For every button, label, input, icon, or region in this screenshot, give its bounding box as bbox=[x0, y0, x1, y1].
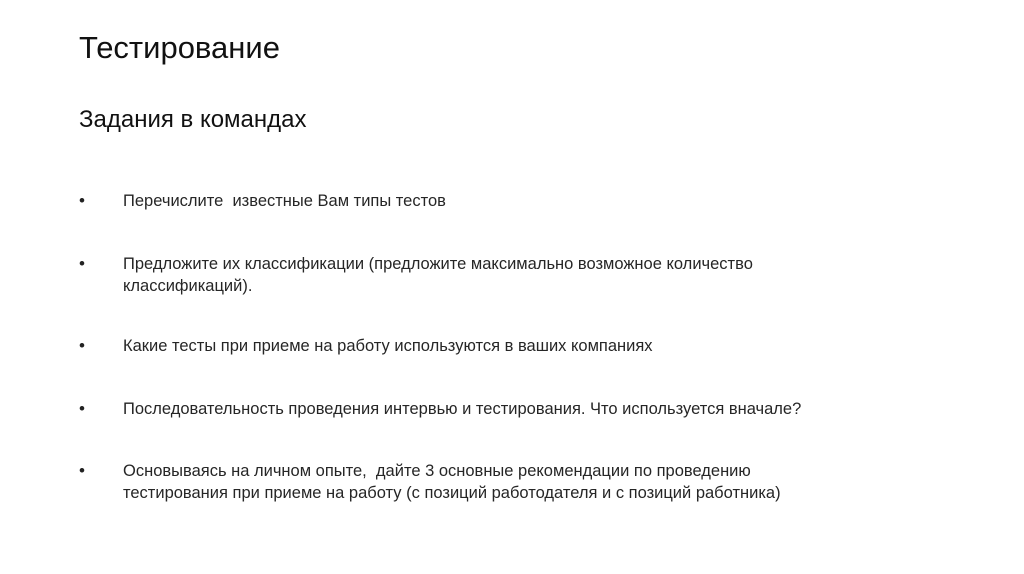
bullet-text: Последовательность проведения интервью и тестирования. Что используется вначале? bbox=[123, 400, 802, 418]
bullet-dot: • bbox=[79, 191, 85, 210]
slide-title: Тестирование bbox=[79, 30, 280, 65]
bullet-dot: • bbox=[79, 399, 85, 418]
bullet-text: Основываясь на личном опыте, дайте 3 основные рекомендации по проведению тестирования при приеме на работу (с позиций работодателя и с позиций работника) bbox=[123, 462, 781, 502]
bullet-text: Перечислите известные Вам типы тестов bbox=[123, 192, 446, 210]
slide-subtitle: Задания в командах bbox=[79, 106, 307, 133]
bullet-text: Какие тесты при приеме на работу используются в ваших компаниях bbox=[123, 337, 653, 355]
bullet-dot: • bbox=[79, 254, 85, 273]
bullet-text: Предложите их классификации (предложите максимально возможное количество классификаций). bbox=[123, 255, 753, 295]
bullet-dot: • bbox=[79, 461, 85, 480]
bullet-dot: • bbox=[79, 336, 85, 355]
